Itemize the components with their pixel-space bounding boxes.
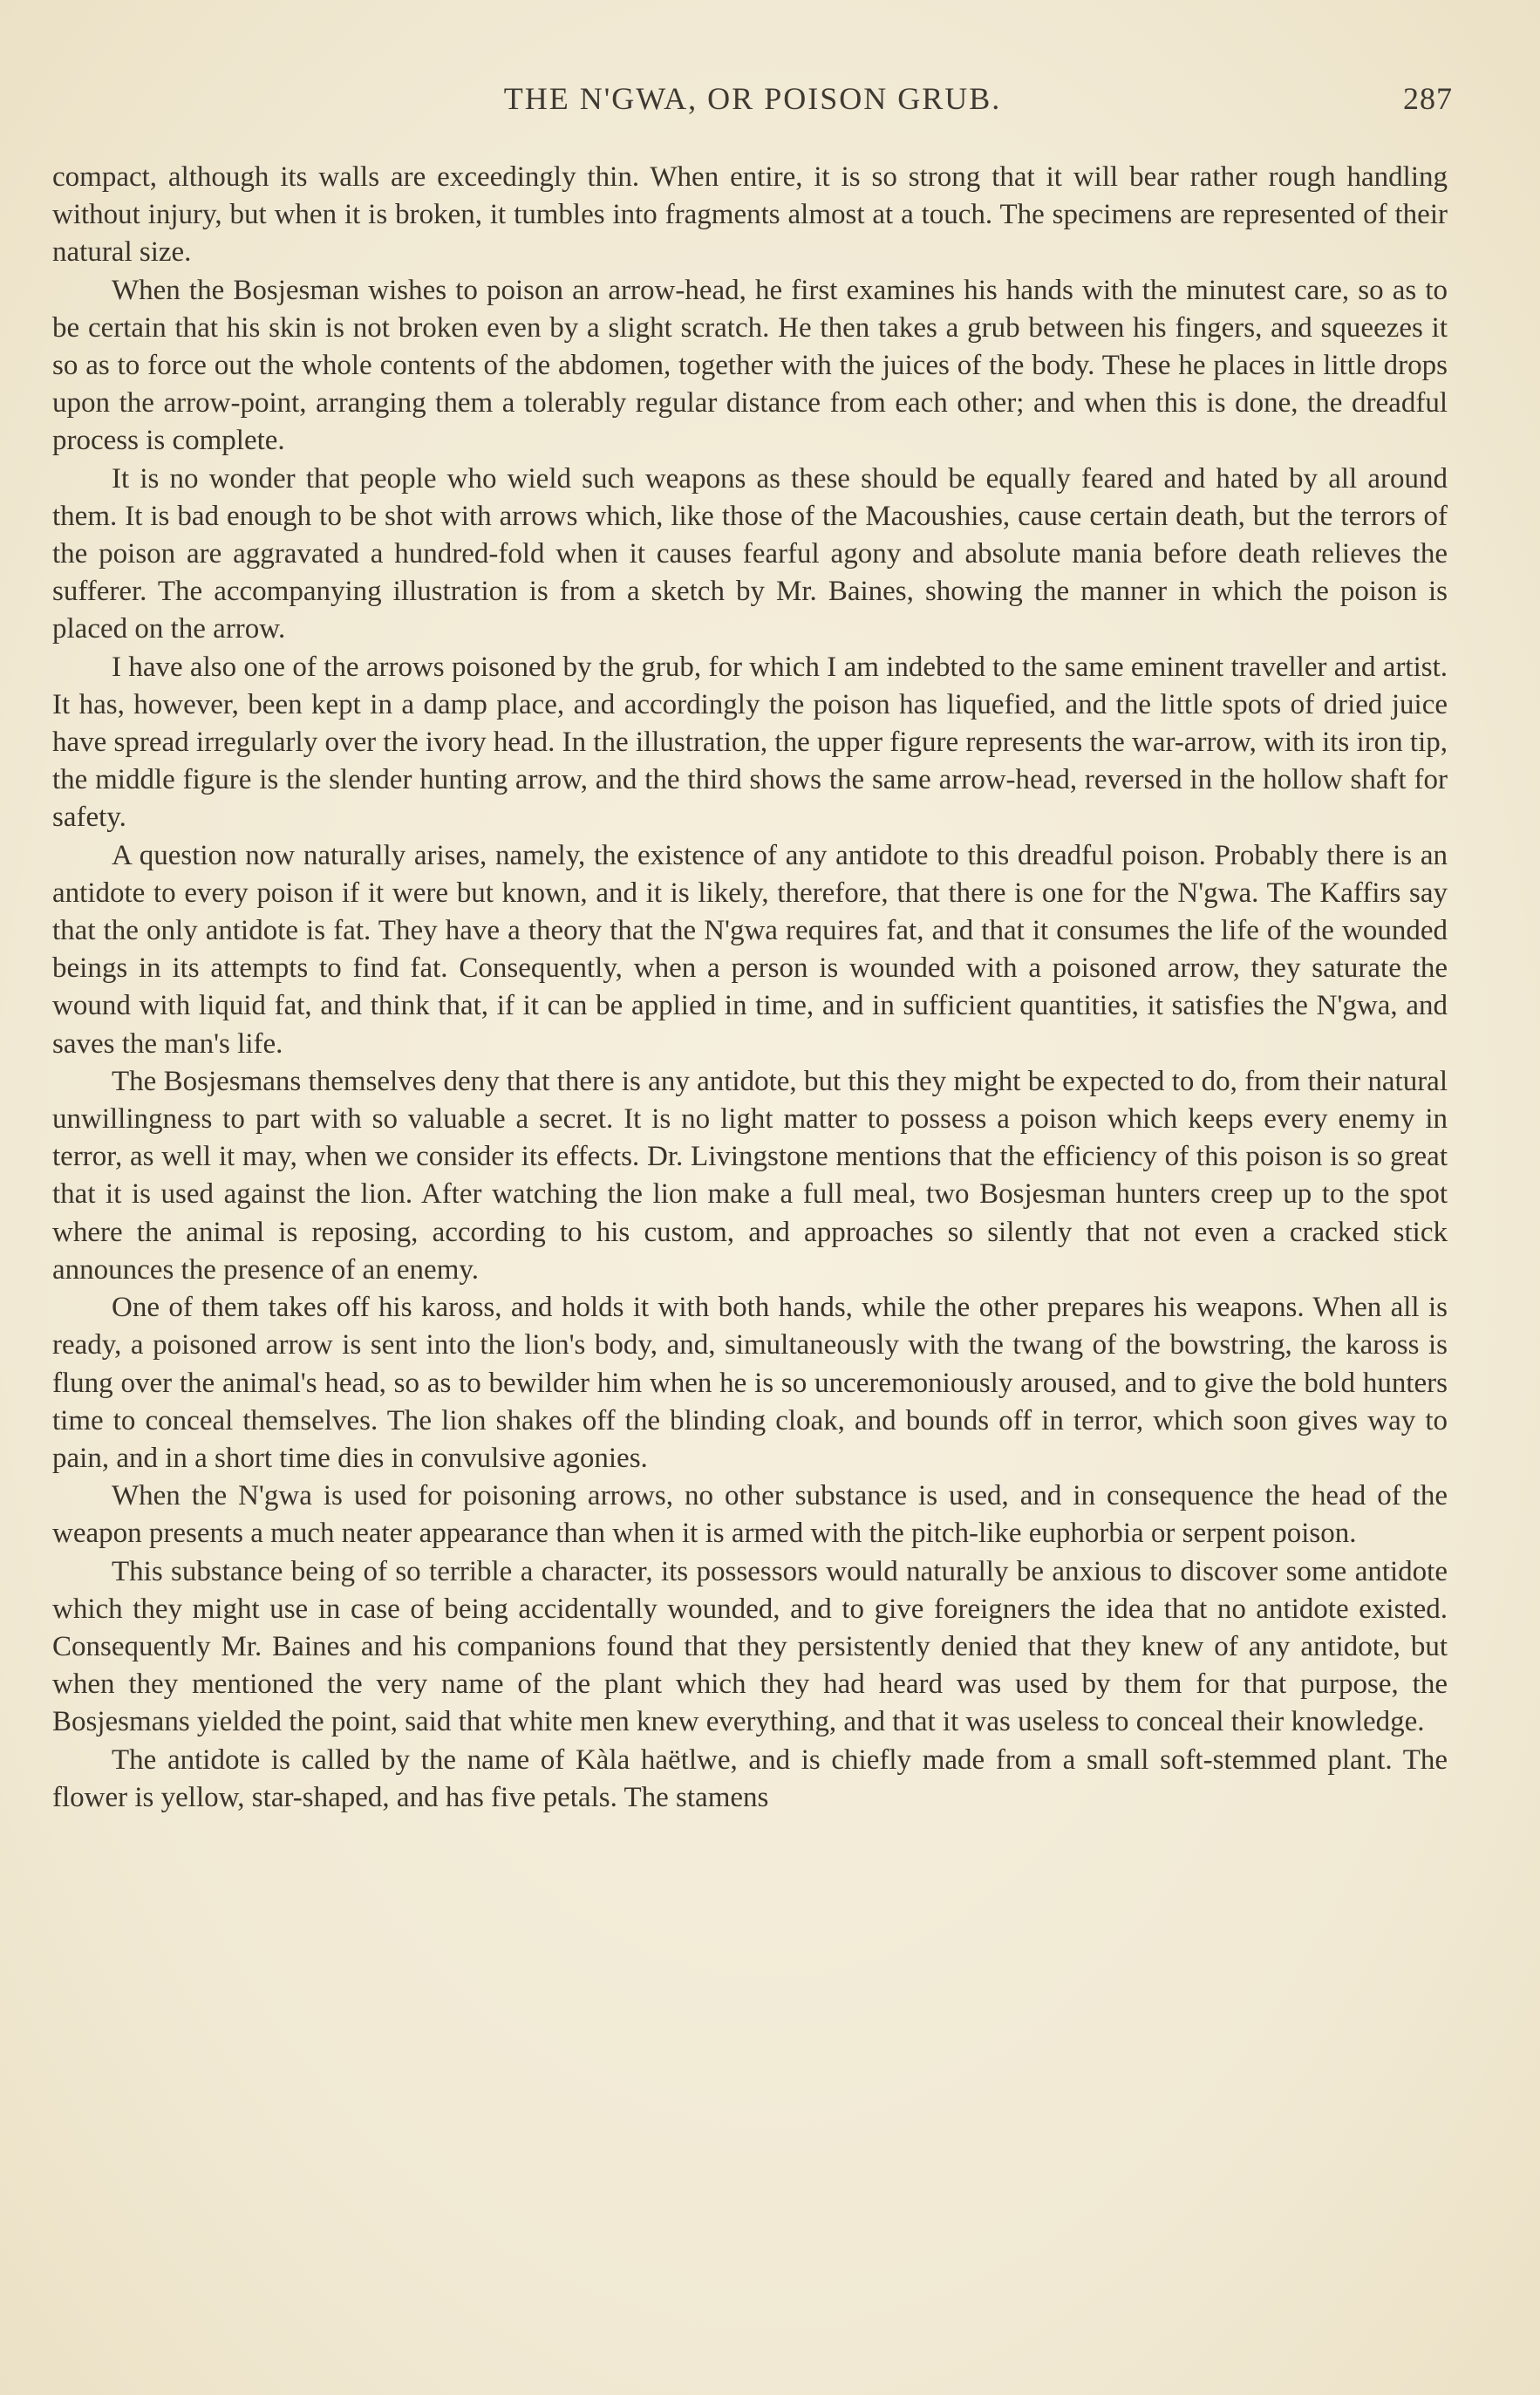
paragraph: It is no wonder that people who wield such weapons as these should be equally feared and hated by all around them. It is bad enough to be shot with arrows which, like those of the Macoushies, cause certain death, but the terrors of the poison are aggravated a hundred-fold when it causes fearful agony and absolute mania before death relieves the sufferer. The accompanying illustration is from a sketch by Mr. Baines, showing the manner in which the poison is placed on the arrow. (52, 462, 1448, 645)
paragraph: The Bosjesmans themselves deny that there is any antidote, but this they might be expected to do, from their natural unwillingness to part with so valuable a secret. It is no light matter to possess a poison which keeps every enemy in terror, as well it may, when we consider its effects. Dr. Livingstone mentions that the efficiency of this poison is so great that it is used against the lion. After watching the lion make a full meal, two Bosjesman hunters creep up to the spot where the animal is reposing, according to his custom, and approaches so silently that not even a cracked stick announces the presence of an enemy. (52, 1065, 1448, 1286)
paragraph: I have also one of the arrows poisoned by the grub, for which I am indebted to the same eminent traveller and artist. It has, however, been kept in a damp place, and accordingly the poison has liquefied, and the little spots of dried juice have spread irregularly over the ivory head. In the illustration, the upper figure represents the war-arrow, with its iron tip, the middle figure is the slender hunting arrow, and the third shows the same arrow-head, reversed in the hollow shaft for safety. (52, 651, 1448, 834)
page-header (52, 80, 1453, 133)
paragraph: One of them takes off his kaross, and holds it with both hands, while the other prepares his weapons. When all is ready, a poisoned arrow is sent into the lion's body, and, simultaneously with the twang of the bowstring, the kaross is flung over the animal's head, so as to bewilder him when he is so unceremoniously aroused, and to give the bold hunters time to conceal themselves. The lion shakes off the blinding cloak, and bounds off in terror, which soon gives way to pain, and in a short time dies in convulsive agonies. (52, 1292, 1448, 1474)
running-title: THE N'GWA, OR POISON GRUB. (503, 81, 1002, 116)
paragraph: A question now naturally arises, namely, the existence of any antidote to this dreadful poison. Probably there is an antidote to every poison if it were but known, and it is likely, therefore, that there is one for the N'gwa. The Kaffirs say that the only antidote is fat. They have a theory that the N'gwa requires fat, and that it consumes the life of the wounded beings in its attempts to find fat. Consequently, when a person is wounded with a poisoned arrow, they saturate the wound with liquid fat, and think that, if it can be applied in time, and in sufficient quantities, it satisfies the N'gwa, and saves the man's life. (52, 839, 1448, 1060)
paragraph: When the Bosjesman wishes to poison an arrow-head, he first examines his hands with the minutest care, so as to be certain that his skin is not broken even by a slight scratch. He then takes a grub between his fingers, and squeezes it so as to force out the whole contents of the abdomen, together with the juices of the body. These he places in little drops upon the arrow-point, arranging them a tolerably regular distance from each other; and when this is done, the dreadful process is complete. (52, 274, 1448, 457)
paragraph: This substance being of so terrible a character, its possessors would naturally be anxious to discover some antidote which they might use in case of being accidentally wounded, and to give foreigners the idea that no antidote existed. Consequently Mr. Baines and his companions found that they persistently denied that they knew of any antidote, but when they mentioned the very name of the plant which they had heard was used by them for that purpose, the Bosjesmans yielded the point, said that white men knew everything, and that it was useless to conceal their knowledge. (52, 1555, 1448, 1738)
body-text (52, 159, 1448, 1817)
page-number: 287 (1403, 81, 1453, 116)
paragraph: The antidote is called by the name of Kàla haëtlwe, and is chiefly made from a small soft-stemmed plant. The flower is yellow, star-shaped, and has five petals. The stamens (52, 1743, 1448, 1813)
paragraph: compact, although its walls are exceedingly thin. When entire, it is so strong that it will bear rather rough handling without injury, but when it is broken, it tumbles into fragments almost at a touch. The specimens are represented of their natural size. (52, 161, 1448, 269)
paragraph: When the N'gwa is used for poisoning arrows, no other substance is used, and in consequence the head of the weapon presents a much neater appearance than when it is armed with the pitch-like euphorbia or serpent poison. (52, 1480, 1448, 1550)
